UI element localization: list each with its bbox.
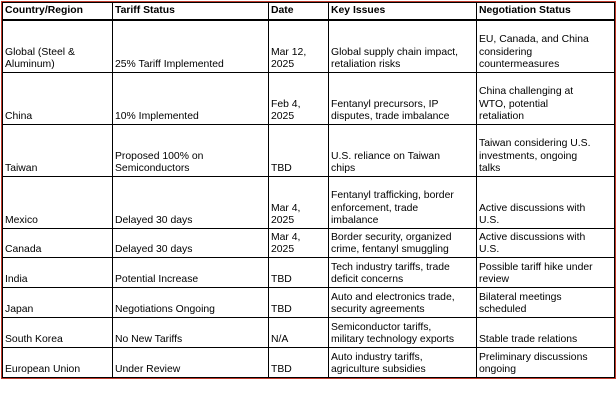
header-negotiation-status: Negotiation Status [477, 3, 615, 21]
cell-negotiation-status: Taiwan considering U.S. investments, ongoing talks [477, 125, 615, 177]
cell-key-issues: U.S. reliance on Taiwan chips [329, 125, 477, 177]
header-tariff-status: Tariff Status [113, 3, 269, 21]
cell-key-issues: Tech industry tariffs, trade deficit concerns [329, 258, 477, 288]
cell-key-issues: Fentanyl trafficking, border enforcement, trade imbalance [329, 177, 477, 229]
cell-date: Mar 12, 2025 [269, 20, 329, 73]
tariff-table [2, 2, 615, 378]
table-row [3, 125, 615, 177]
header-date: Date [269, 3, 329, 21]
cell-negotiation-status: Stable trade relations [477, 318, 615, 348]
cell-negotiation-status: EU, Canada, and China considering countermeasures [477, 20, 615, 73]
cell-negotiation-status: China challenging at WTO, potential retaliation [477, 73, 615, 125]
header-row [3, 3, 615, 21]
table-row [3, 288, 615, 318]
cell-negotiation-status: Possible tariff hike under review [477, 258, 615, 288]
cell-country: Taiwan [3, 125, 113, 177]
cell-date: Mar 4, 2025 [269, 229, 329, 258]
cell-tariff-status: 25% Tariff Implemented [113, 20, 269, 73]
cell-country: India [3, 258, 113, 288]
cell-country: South Korea [3, 318, 113, 348]
cell-key-issues: Border security, organized crime, fentanyl smuggling [329, 229, 477, 258]
cell-date: TBD [269, 125, 329, 177]
cell-tariff-status: Proposed 100% on Semiconductors [113, 125, 269, 177]
cell-tariff-status: Potential Increase [113, 258, 269, 288]
cell-key-issues: Global supply chain impact, retaliation risks [329, 20, 477, 73]
cell-tariff-status: No New Tariffs [113, 318, 269, 348]
cell-country: Canada [3, 229, 113, 258]
cell-date: Mar 4, 2025 [269, 177, 329, 229]
header-country: Country/Region [3, 3, 113, 21]
cell-date: N/A [269, 318, 329, 348]
cell-negotiation-status: Active discussions with U.S. [477, 229, 615, 258]
cell-key-issues: Auto industry tariffs, agriculture subsidies [329, 348, 477, 378]
table-row [3, 177, 615, 229]
cell-key-issues: Semiconductor tariffs, military technology exports [329, 318, 477, 348]
table-row [3, 20, 615, 73]
cell-date: TBD [269, 258, 329, 288]
header-key-issues: Key Issues [329, 3, 477, 21]
cell-date: TBD [269, 288, 329, 318]
cell-tariff-status: 10% Implemented [113, 73, 269, 125]
cell-country: European Union [3, 348, 113, 378]
table-row [3, 318, 615, 348]
cell-date: TBD [269, 348, 329, 378]
cell-negotiation-status: Preliminary discussions ongoing [477, 348, 615, 378]
cell-date: Feb 4, 2025 [269, 73, 329, 125]
cell-negotiation-status: Bilateral meetings scheduled [477, 288, 615, 318]
cell-tariff-status: Delayed 30 days [113, 229, 269, 258]
cell-tariff-status: Negotiations Ongoing [113, 288, 269, 318]
table-row [3, 348, 615, 378]
cell-tariff-status: Under Review [113, 348, 269, 378]
table-body [3, 20, 615, 378]
cell-country: Mexico [3, 177, 113, 229]
cell-country: Japan [3, 288, 113, 318]
table-row [3, 229, 615, 258]
cell-key-issues: Auto and electronics trade, security agreements [329, 288, 477, 318]
table-row [3, 73, 615, 125]
cell-key-issues: Fentanyl precursors, IP disputes, trade imbalance [329, 73, 477, 125]
cell-country: China [3, 73, 113, 125]
cell-tariff-status: Delayed 30 days [113, 177, 269, 229]
cell-negotiation-status: Active discussions with U.S. [477, 177, 615, 229]
cell-country: Global (Steel & Aluminum) [3, 20, 113, 73]
table-container [2, 2, 615, 378]
table-row [3, 258, 615, 288]
